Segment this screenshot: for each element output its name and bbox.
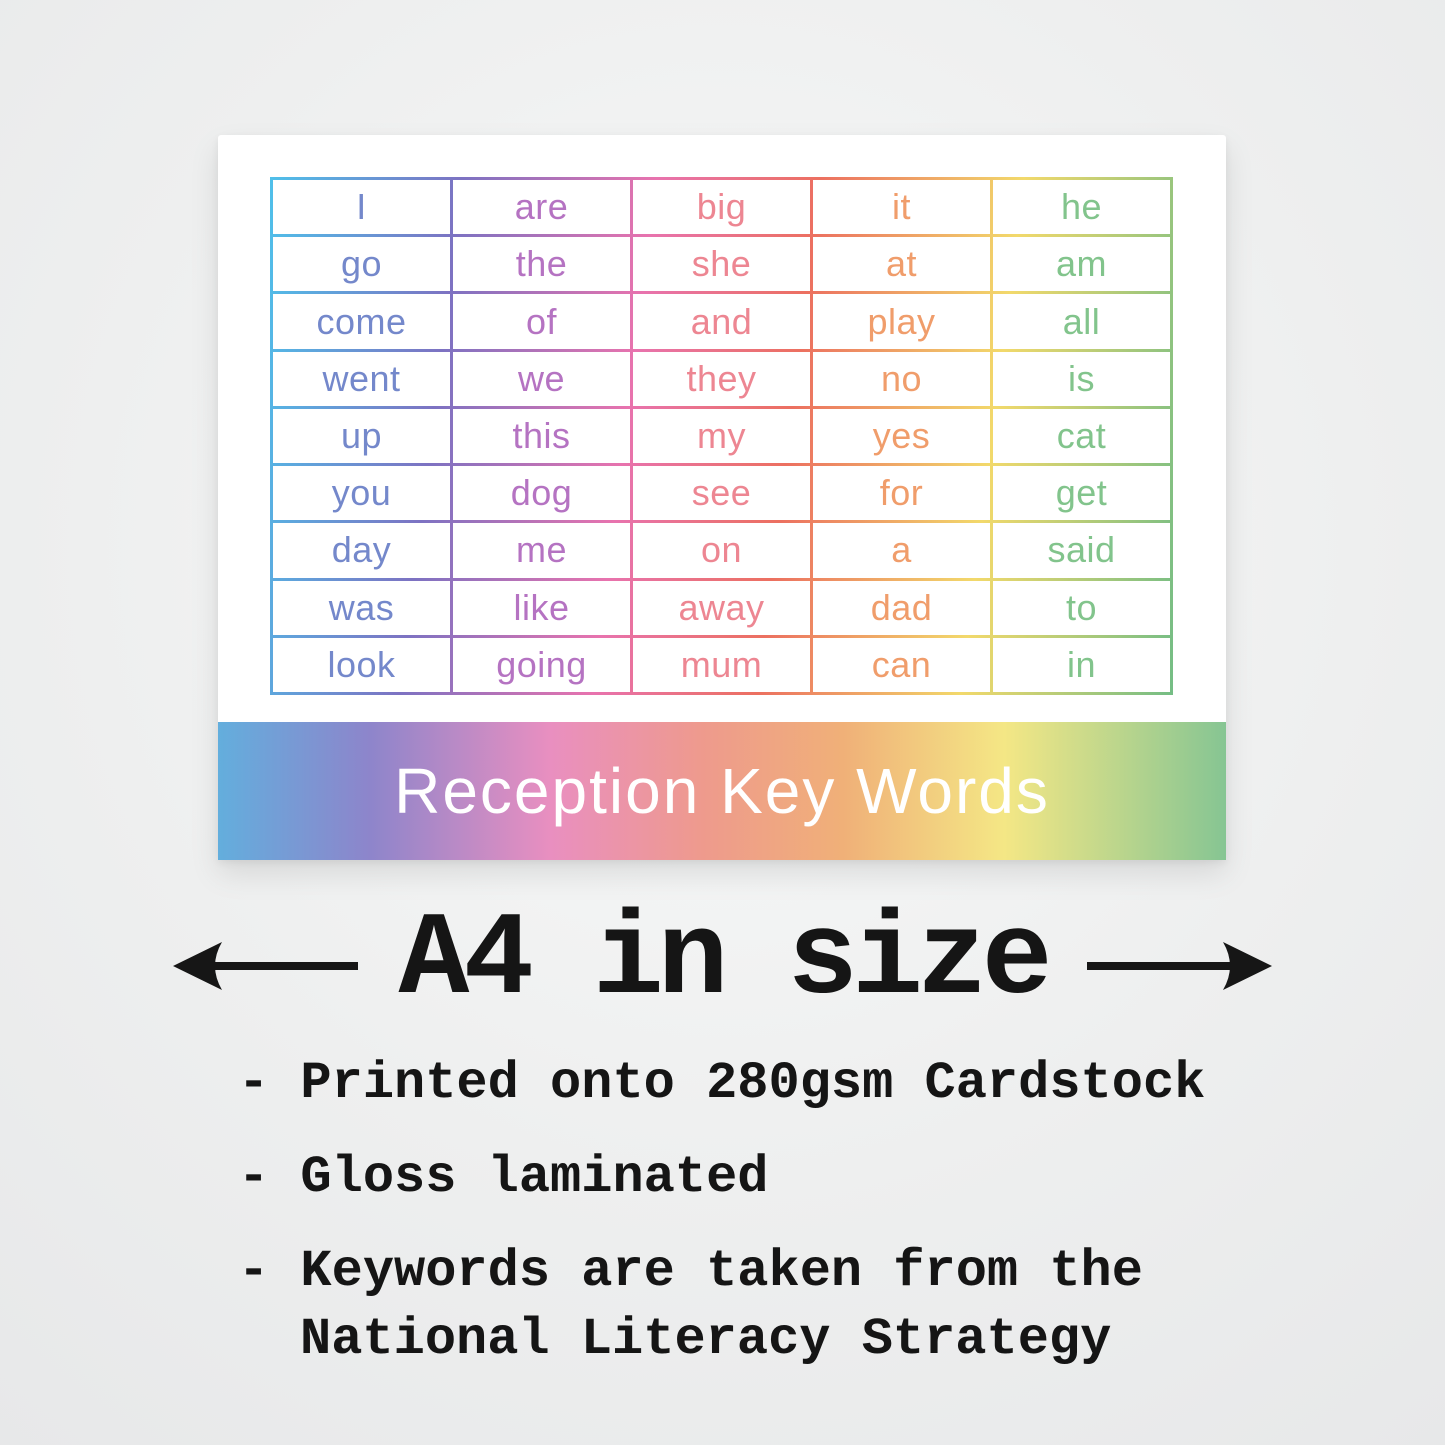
size-caption [0, 895, 1445, 1029]
word-cell: the [453, 237, 630, 291]
word-cell: at [813, 237, 990, 291]
word-cell: I [273, 180, 450, 234]
word-cell: is [993, 352, 1170, 406]
word-cell: yes [813, 409, 990, 463]
word-cell: look [273, 638, 450, 692]
size-label: A4 in size [398, 895, 1047, 1028]
word-cell: see [633, 466, 810, 520]
word-cell: away [633, 581, 810, 635]
word-cell: day [273, 523, 450, 577]
word-cell: it [813, 180, 990, 234]
rainbow-banner [218, 722, 1226, 860]
word-cell: in [993, 638, 1170, 692]
word-cell: dog [453, 466, 630, 520]
word-cell: they [633, 352, 810, 406]
bullet-keywords-source: - Keywords are taken from the National Literacy Strategy [238, 1242, 1143, 1369]
word-cell: all [993, 294, 1170, 348]
word-cell: going [453, 638, 630, 692]
word-cell: and [633, 294, 810, 348]
word-cell: he [993, 180, 1170, 234]
word-cell: play [813, 294, 990, 348]
word-cell: this [453, 409, 630, 463]
word-cell: big [633, 180, 810, 234]
word-cell: dad [813, 581, 990, 635]
word-cell: me [453, 523, 630, 577]
bullet-laminated: - Gloss laminated [238, 1148, 769, 1207]
word-cell: she [633, 237, 810, 291]
word-cell: said [993, 523, 1170, 577]
detail-bullets [238, 1050, 1250, 1400]
word-cell: my [633, 409, 810, 463]
word-cell: mum [633, 638, 810, 692]
word-cell: cat [993, 409, 1170, 463]
word-cell: can [813, 638, 990, 692]
word-cell: like [453, 581, 630, 635]
word-cell: to [993, 581, 1170, 635]
bullet-cardstock: - Printed onto 280gsm Cardstock [238, 1054, 1206, 1113]
word-cell: are [453, 180, 630, 234]
word-cell: on [633, 523, 810, 577]
word-cell: went [273, 352, 450, 406]
left-arrow-icon [170, 935, 362, 997]
keywords-table [270, 177, 1173, 695]
word-cell: of [453, 294, 630, 348]
word-cell: no [813, 352, 990, 406]
word-cell: get [993, 466, 1170, 520]
word-cell: up [273, 409, 450, 463]
word-cell: you [273, 466, 450, 520]
product-card [218, 135, 1226, 860]
word-cell: go [273, 237, 450, 291]
word-cell: for [813, 466, 990, 520]
banner-title: Reception Key Words [394, 755, 1050, 827]
word-cell: was [273, 581, 450, 635]
right-arrow-icon [1083, 935, 1275, 997]
word-cell: we [453, 352, 630, 406]
word-cell: a [813, 523, 990, 577]
word-cell: am [993, 237, 1170, 291]
word-cell: come [273, 294, 450, 348]
